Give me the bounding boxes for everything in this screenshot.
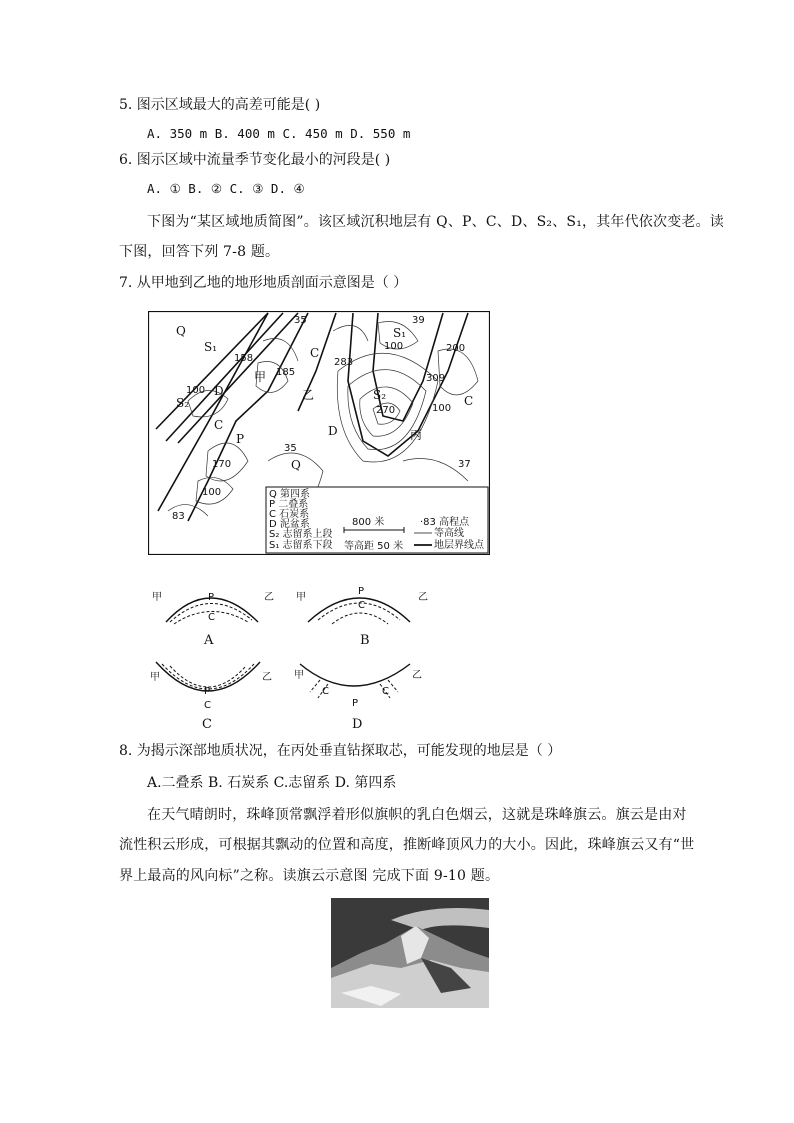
section-A-left: 甲: [152, 592, 162, 603]
section-D-right: 乙: [412, 670, 422, 681]
legend-S2: S₂ 志留系上段: [269, 529, 333, 540]
q8-options: A.二叠系 B. 石炭系 C.志留系 D. 第四系: [147, 775, 397, 791]
elev-100: 100: [432, 403, 452, 414]
intro-7-8-line2: 下图，回答下列 7-8 题。: [119, 244, 280, 260]
section-C-c: C: [204, 700, 211, 711]
section-D-c-right: C: [382, 686, 389, 697]
legend-contour: 等高线: [434, 528, 464, 539]
elev-170: 170: [212, 459, 232, 470]
elev-309: 309: [426, 373, 446, 384]
legend-P: P 二叠系: [269, 499, 309, 510]
contour-interval: 等高距 50 米: [344, 541, 404, 552]
section-C-right: 乙: [262, 672, 272, 683]
section-B-c: C: [358, 600, 365, 611]
section-C-p: P: [204, 686, 211, 697]
section-A-c: C: [208, 612, 215, 623]
elev-100: 100: [202, 487, 222, 498]
section-A-p: P: [208, 592, 215, 603]
scale-label: 800 米: [352, 517, 385, 528]
elev-100: 100: [186, 385, 206, 396]
q8-stem: 8. 为揭示深部地质状况，在丙处垂直钻探取芯，可能发现的地层是（ ）: [119, 743, 562, 759]
elev-37: 37: [458, 459, 471, 470]
label-D: D: [214, 384, 224, 398]
section-A-right: 乙: [264, 592, 274, 603]
section-B-left: 甲: [296, 592, 306, 603]
label-S2: S₂: [176, 396, 190, 410]
legend-boundary: 地层界线点: [434, 540, 484, 551]
section-B-letter: B: [360, 633, 370, 648]
section-D-p: P: [352, 698, 359, 709]
section-A-letter: A: [204, 633, 214, 648]
label-C-right: C: [464, 394, 474, 408]
legend-point: ·83 高程点: [420, 517, 470, 528]
section-B-p: P: [358, 586, 365, 597]
intro-9-10-line3: 界上最高的风向标”之称。读旗云示意图 完成下面 9-10 题。: [119, 868, 500, 884]
legend-S1: S₁ 志留系下段: [269, 540, 333, 551]
elev-83: 83: [172, 511, 185, 522]
intro-9-10-line2: 流性积云形成，可根据其飘动的位置和高度，推断峰顶风力的大小。因此，珠峰旗云又有“世: [119, 837, 695, 853]
intro-7-8-line1: 下图为“某区域地质简图”。该区域沉积地层有 Q、P、C、D、S₂、S₁，其年代依次变老。读: [147, 214, 725, 230]
geology-map: [148, 311, 490, 555]
label-Q-mid: Q: [291, 458, 301, 472]
section-D-letter: D: [352, 717, 363, 730]
q5-stem: 5. 图示区域最大的高差可能是( ): [119, 97, 321, 113]
everest-flag-cloud-photo: [331, 898, 489, 1008]
elev-200: 200: [446, 343, 466, 354]
elev-35: 35: [294, 315, 307, 326]
section-D-left: 甲: [294, 670, 304, 681]
legend-C: C 石炭系: [269, 509, 310, 520]
q7-stem: 7. 从甲地到乙地的地形地质剖面示意图是（ ）: [119, 275, 408, 291]
label-C: C: [214, 418, 224, 432]
elev-185: 185: [276, 367, 296, 378]
q5-options: A. 350 m B. 400 m C. 450 m D. 550 m: [147, 126, 411, 141]
q6-stem: 6. 图示区域中流量季节变化最小的河段是( ): [119, 152, 391, 168]
label-bing: 丙: [410, 428, 423, 442]
label-S1-top: S₁: [393, 326, 407, 340]
section-D-c-left: C: [322, 686, 329, 697]
label-yi: 乙: [302, 388, 315, 402]
label-P: P: [236, 432, 245, 446]
label-jia: 甲: [254, 370, 267, 384]
label-D-mid: D: [328, 424, 338, 438]
label-Q: Q: [176, 324, 186, 338]
elev-35: 35: [284, 443, 297, 454]
q6-options: A. ① B. ② C. ③ D. ④: [147, 181, 305, 196]
label-S1: S₁: [204, 340, 218, 354]
elev-100: 100: [384, 341, 404, 352]
legend-Q: Q 第四系: [269, 489, 311, 500]
section-C-left: 甲: [150, 672, 160, 683]
legend-D: D 泥盆系: [269, 519, 310, 530]
elev-39: 39: [412, 315, 425, 326]
cross-section-options: [148, 580, 428, 730]
elev-270: 270: [376, 405, 396, 416]
intro-9-10-line1: 在天气晴朗时，珠峰顶常飘浮着形似旗帜的乳白色烟云，这就是珠峰旗云。旗云是由对: [147, 807, 687, 823]
label-C-top: C: [310, 346, 320, 360]
label-S2-right: S₂: [373, 388, 387, 402]
section-C-letter: C: [202, 717, 212, 730]
section-B-right: 乙: [418, 592, 428, 603]
elev-283: 283: [334, 357, 354, 368]
elev-158: 158: [234, 353, 254, 364]
